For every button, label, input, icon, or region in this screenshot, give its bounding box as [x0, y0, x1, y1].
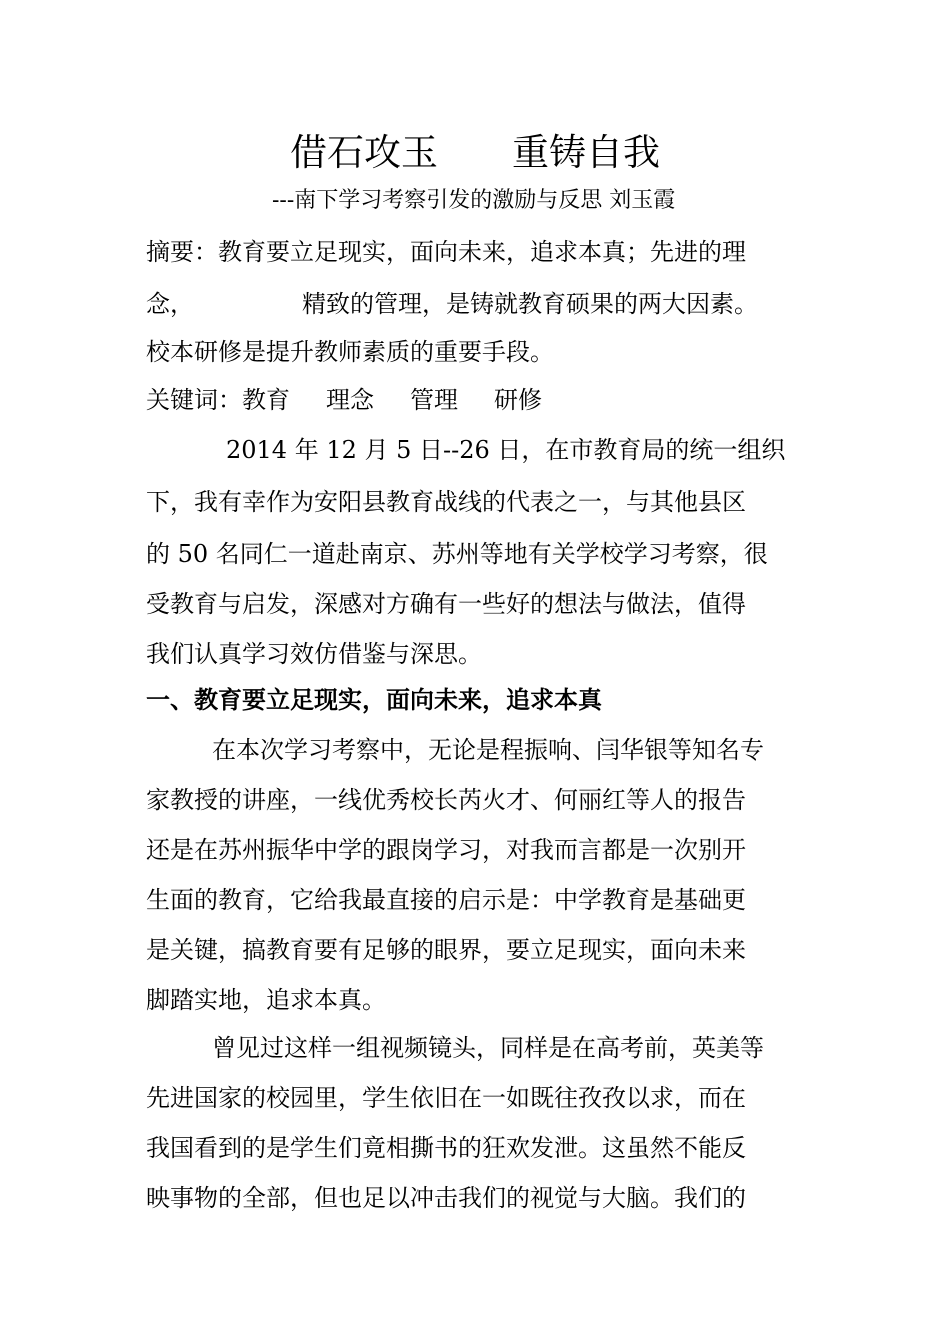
- intro-line: 下，我有幸作为安阳县教育战线的代表之一，与其他县区: [146, 488, 746, 516]
- abstract-line-2-end: 精致的管理，是铸就教育硕果的两大因素。: [302, 290, 758, 318]
- abstract-line-3: 校本研修是提升教师素质的重要手段。: [146, 338, 554, 366]
- section-1-para-1-line: 是关键，搞教育要有足够的眼界，要立足现实，面向未来: [146, 936, 746, 964]
- section-1-para-2-line: 曾见过这样一组视频镜头，同样是在高考前，英美等: [212, 1034, 764, 1062]
- section-1-para-1-line: 在本次学习考察中，无论是程振响、闫华银等知名专: [212, 736, 764, 764]
- keyword-item: 管理: [410, 386, 458, 414]
- keywords-line: [146, 380, 542, 420]
- keyword-item: 理念: [326, 386, 374, 414]
- intro-line: 受教育与启发，深感对方确有一些好的想法与做法，值得: [146, 590, 746, 618]
- section-1-para-2-line: 我国看到的是学生们竟相撕书的狂欢发泄。这虽然不能反: [146, 1134, 746, 1162]
- intro-line: 2014 年 12 月 5 日--26 日，在市教育局的统一组织: [226, 436, 786, 464]
- keywords-label: 关键词：教育: [146, 386, 290, 414]
- section-1-para-1-line: 还是在苏州振华中学的跟岗学习，对我而言都是一次别开: [146, 836, 746, 864]
- abstract-line-1: 摘要：教育要立足现实，面向未来，追求本真；先进的理: [146, 238, 746, 266]
- keyword-item: 研修: [494, 386, 542, 414]
- intro-line: 我们认真学习效仿借鉴与深思。: [146, 640, 482, 668]
- document-title: 借石攻玉 重铸自我: [290, 131, 660, 174]
- section-1-para-1-line: 家教授的讲座，一线优秀校长芮火才、何丽红等人的报告: [146, 786, 746, 814]
- intro-line: 的 50 名同仁一道赴南京、苏州等地有关学校学习考察，很: [146, 540, 768, 568]
- document-subtitle: ---南下学习考察引发的激励与反思 刘玉霞: [272, 188, 676, 213]
- abstract-line-2: [146, 284, 758, 324]
- section-1-para-2-line: 先进国家的校园里，学生依旧在一如既往孜孜以求，而在: [146, 1084, 746, 1112]
- section-1-para-2-line: 映事物的全部，但也足以冲击我们的视觉与大脑。我们的: [146, 1184, 746, 1212]
- section-1-para-1-line: 脚踏实地，追求本真。: [146, 986, 386, 1014]
- section-1-heading: 一、教育要立足现实，面向未来，追求本真: [146, 685, 602, 714]
- section-1-para-1-line: 生面的教育，它给我最直接的启示是：中学教育是基础更: [146, 886, 746, 914]
- abstract-line-2-start: 念，: [146, 290, 194, 318]
